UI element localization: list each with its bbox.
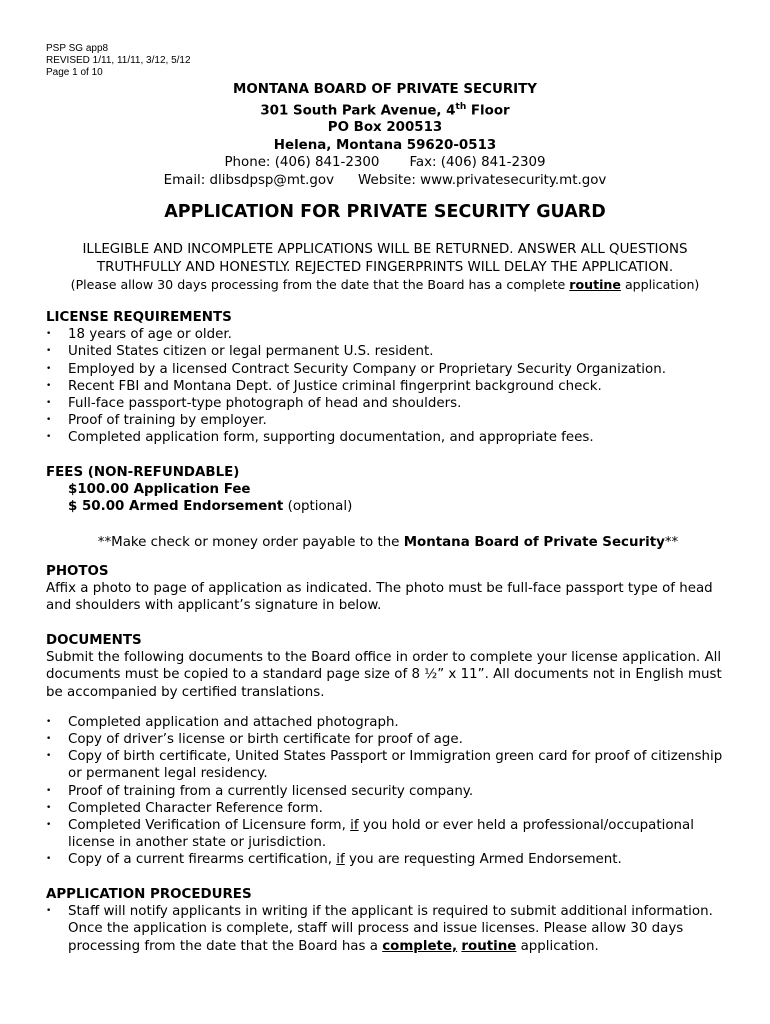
list-item: • Recent FBI and Montana Dept. of Justice criminal fingerprint background check. [46, 378, 730, 395]
contact-email-web [0, 172, 770, 190]
section-heading: FEES (NON-REFUNDABLE) [46, 465, 240, 480]
section-heading: LICENSE REQUIREMENTS [46, 310, 232, 325]
list-item [46, 851, 730, 868]
revision-dates: REVISED 1/11, 11/11, 3/12, 5/12 [46, 55, 191, 66]
list-item [46, 748, 730, 782]
list-item [46, 903, 730, 955]
list-item: • Proof of training by employer. [46, 412, 730, 429]
routine-emph: routine [569, 277, 621, 292]
section-heading: PHOTOS [46, 564, 109, 579]
text: Copy of birth certificate, United States Passport or Immigration green card for proof of citizenship or permanent legal residency. [68, 749, 723, 782]
city: Helena, Montana 59620-0513 [273, 137, 497, 153]
text: you are requesting Armed Endorsement. [344, 852, 622, 868]
address-floor: Floor [466, 102, 510, 118]
if-emph: if [336, 852, 345, 868]
armed-fee: $ 50.00 Armed Endorsement [68, 499, 284, 515]
address-line [0, 99, 770, 120]
po-box: PO Box 200513 [327, 120, 443, 136]
org-name: MONTANA BOARD OF PRIVATE SECURITY [233, 82, 537, 97]
contact-phone-fax [0, 154, 770, 172]
page-title: APPLICATION FOR PRIVATE SECURITY GUARD [164, 202, 606, 222]
photos-text: Affix a photo to page of application as indicated. The photo must be full-face passport type of head and shoulders with applicant’s signature in below. [46, 581, 713, 614]
notice-processing [0, 276, 770, 294]
list-item [46, 731, 730, 748]
text: ** [664, 534, 679, 550]
text: Completed application and attached photograph. [68, 714, 399, 730]
text: Staff will notify applicants in writing if the applicant is required to submit additional information. Once the application is complete, staff will process and issue licenses. Please allow 30 days processing from the date that the Board has a [68, 904, 713, 954]
payable-note [46, 534, 730, 551]
section-heading: APPLICATION PROCEDURES [46, 887, 252, 902]
form-id: PSP SG app8 [46, 43, 109, 54]
text: Copy of driver’s license or birth certificate for proof of age. [68, 732, 463, 748]
documents-text: Submit the following documents to the Board office in order to complete your license application. All documents must be copied to a standard page size of 8 ½” x 11”. All documents not in English must be accompanied by certified translations. [46, 650, 722, 700]
text: Completed Verification of Licensure form, [68, 818, 351, 834]
text: application. [516, 938, 599, 954]
application-procedures [46, 886, 730, 955]
text: Completed Character Reference form. [68, 800, 323, 816]
list-item: • Employed by a licensed Contract Security Company or Proprietary Security Organization. [46, 361, 730, 378]
address-street: 301 South Park Avenue, 4 [260, 102, 456, 118]
complete-emph: complete, [382, 938, 458, 954]
notice-line: ILLEGIBLE AND INCOMPLETE APPLICATIONS WILL BE RETURNED. ANSWER ALL QUESTIONS [82, 242, 688, 257]
payee: Montana Board of Private Security [403, 534, 665, 550]
text: (Please allow 30 days processing from the date that the Board has a complete [70, 277, 570, 292]
list-item: • Completed application form, supporting documentation, and appropriate fees. [46, 429, 730, 446]
phone: Phone: (406) 841-2300 [224, 155, 380, 171]
form-meta [46, 43, 191, 79]
board-header [0, 81, 770, 189]
fees [46, 464, 730, 551]
armed-note: (optional) [283, 499, 353, 515]
text: Proof of training from a currently licensed security company. [68, 783, 474, 799]
list-item [46, 817, 730, 851]
list-item: • United States citizen or legal permanent U.S. resident. [46, 343, 730, 360]
email: Email: dlibsdpsp@mt.gov [163, 172, 334, 188]
address-sup: th [455, 101, 467, 112]
notice [0, 241, 770, 294]
section-heading: DOCUMENTS [46, 633, 142, 648]
notice-line: TRUTHFULLY AND HONESTLY. REJECTED FINGERPRINTS WILL DELAY THE APPLICATION. [96, 259, 674, 275]
list-item: • Full-face passport-type photograph of head and shoulders. [46, 395, 730, 412]
text: Copy of a current firearms certification, [68, 852, 337, 868]
website: Website: www.privatesecurity.mt.gov [358, 172, 607, 188]
fax: Fax: (406) 841-2309 [409, 155, 546, 171]
application-fee: $100.00 Application Fee [68, 482, 251, 498]
text: you hold or ever held a professional/occupational license in another state or jurisdiction. [68, 818, 694, 851]
documents [46, 632, 730, 869]
list-item: • 18 years of age or older. [46, 326, 730, 343]
list-item [46, 800, 730, 817]
routine-emph: routine [461, 938, 517, 954]
license-requirements [46, 309, 730, 447]
text: **Make check or money order payable to the [97, 534, 404, 550]
photos [46, 563, 730, 615]
page-number: Page 1 of 10 [46, 67, 103, 78]
list-item [46, 783, 730, 800]
text: application) [620, 277, 700, 292]
if-emph: if [350, 818, 359, 834]
list-item [46, 714, 730, 731]
